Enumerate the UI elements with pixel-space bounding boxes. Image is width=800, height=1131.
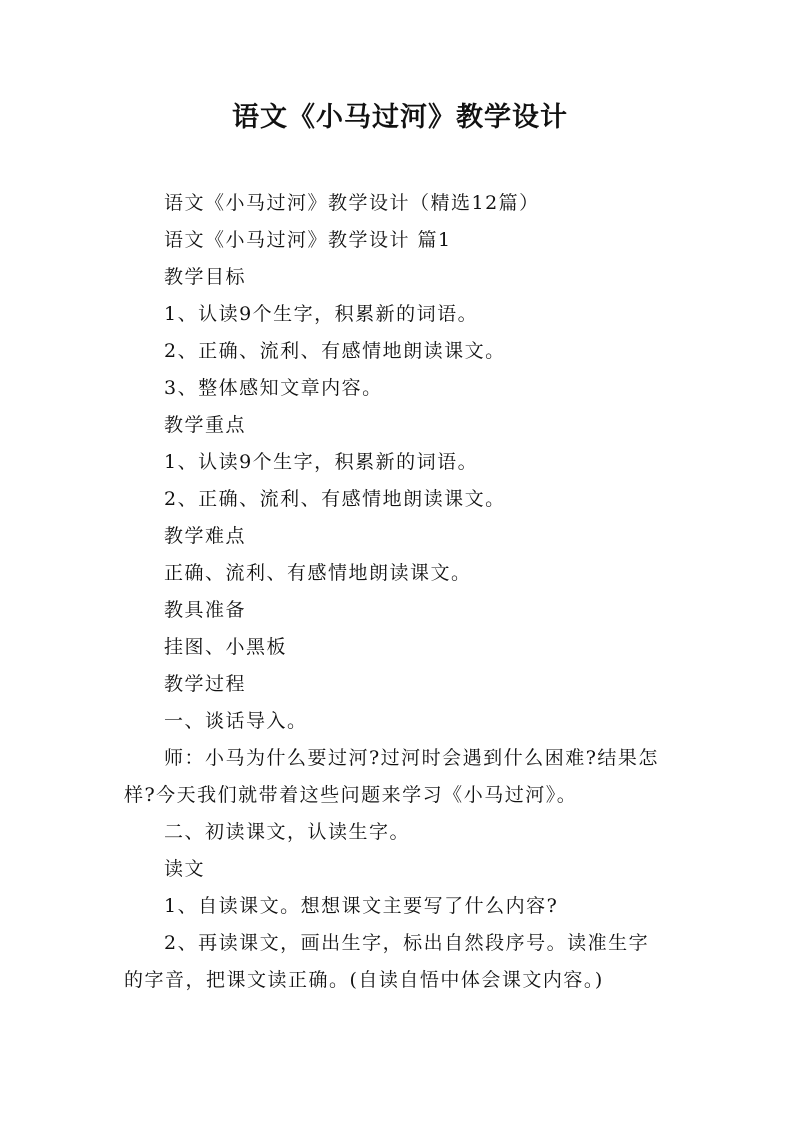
paragraph: 正确、流利、有感情地朗读课文。 [164, 562, 472, 584]
section-heading: 教学难点 [164, 525, 247, 547]
section-heading: 教具准备 [164, 599, 247, 621]
paragraph-line: 的字音，把课文读正确。(自读自悟中体会课文内容。) [124, 969, 604, 991]
paragraph-teacher-question [124, 740, 684, 814]
paragraph-line: 2、再读课文，画出生字，标出自然段序号。读准生字 [164, 932, 650, 954]
paragraph: 挂图、小黑板 [164, 636, 288, 658]
paragraph: 1、自读课文。想想课文主要写了什么内容? [164, 895, 559, 917]
document-title: 语文《小马过河》教学设计 [232, 102, 568, 133]
paragraph-line: 样?今天我们就带着这些问题来学习《小马过河》。 [124, 784, 578, 806]
section-heading: 教学目标 [164, 266, 247, 288]
paragraph: 一、谈话导入。 [164, 710, 308, 732]
paragraph: 二、初读课文，认读生字。 [164, 821, 411, 843]
section-heading: 教学重点 [164, 414, 247, 436]
paragraph-line: 师：小马为什么要过河?过河时会遇到什么困难?结果怎 [164, 747, 659, 769]
paragraph-reread [124, 925, 684, 999]
document-body [124, 185, 684, 999]
paragraph: 语文《小马过河》教学设计（精选12篇） [164, 192, 540, 214]
paragraph: 3、整体感知文章内容。 [164, 377, 383, 399]
paragraph: 2、正确、流利、有感情地朗读课文。 [164, 340, 506, 362]
paragraph: 1、认读9个生字，积累新的词语。 [164, 303, 479, 325]
paragraph: 1、认读9个生字，积累新的词语。 [164, 451, 479, 473]
paragraph: 语文《小马过河》教学设计 篇1 [164, 229, 452, 251]
section-heading: 读文 [164, 858, 206, 880]
section-heading: 教学过程 [164, 673, 247, 695]
paragraph: 2、正确、流利、有感情地朗读课文。 [164, 488, 506, 510]
